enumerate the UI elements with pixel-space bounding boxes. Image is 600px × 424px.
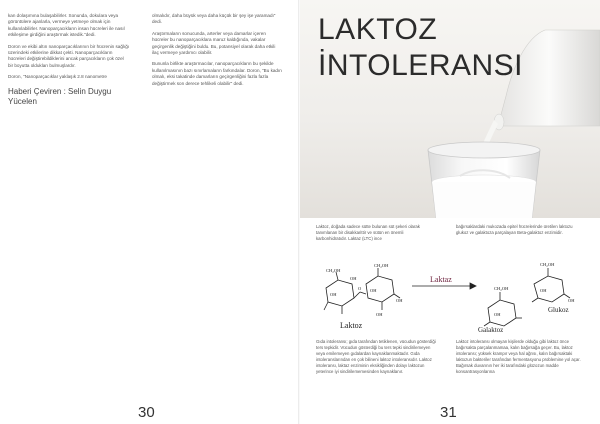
- translator-credit: Haberi Çeviren : Selin Duygu Yücelen: [8, 86, 112, 106]
- paragraph: kan dolaşımına bulaşabilirler. Sonunda, dokulara veya görüntülere ajanlarla, vermeye yetmeye olmak için kullanılabilirler. Nanoparçacıkların insan hücreleri ile nasıl etkileşime girdiğini araştırmak istedik."dedi.: [8, 13, 125, 38]
- glucose-ring: [534, 276, 564, 302]
- oh-label: OH: [494, 312, 501, 317]
- paragraph: Doron ve ekibi altın nanoparçacıklarının bir hücrenin sağlığı üzerindeki etkilerine dikkat çekti. Nanoparçacıkların hücreleri değiştirebildiklerini ancak parçacıkların çok özel bir boyutta oldukları bulmuşlardır.: [8, 43, 130, 68]
- lactose-reaction-diagram: [312, 258, 594, 333]
- article-title: [318, 12, 523, 84]
- lactose-label: Laktoz: [340, 321, 363, 330]
- oh-label: OH: [540, 288, 547, 293]
- galactose-ring: [488, 300, 516, 326]
- left-column-2: [152, 13, 282, 92]
- ch2oh-label: CH₂OH: [374, 263, 389, 268]
- oh-label: OH: [330, 292, 337, 297]
- intro-right: [456, 224, 586, 236]
- left-column-1: [8, 13, 130, 112]
- enzyme-label: Laktaz: [430, 275, 452, 284]
- paragraph: bağırsaklardaki mukozada epitel hücrelerinde üretilen laktozu glukoz ve galaktoza parçalayan Beta-galaktoz enzimidir.: [456, 224, 573, 235]
- title-line-2: İNTOLERANSI: [318, 49, 523, 82]
- paragraph: Laktoz intoleransı olmayan kişilerde olduğu gibi laktoz önce bağırsakta parçalanmamaa, kalın bağırsağa geçer. Bu, laktoz intoleransı; yüksek krampır veya hal ağrısı, kalın bağırsaktaki laktozun bakteriler tarafından fermentasyonu problemine yol açar. Bağırsak duvarının her iki tarafındaki glüzozun madde konsantrasyonlarına: [456, 339, 581, 374]
- ch2oh-label: CH₂OH: [540, 262, 555, 267]
- ch2oh-label: CH₂OH: [326, 268, 341, 273]
- glucose-label: Glukoz: [548, 306, 569, 314]
- milk-photo: [300, 0, 600, 218]
- oh-label: OH: [396, 298, 403, 303]
- paragraph: Gıda intoleransı; gıda tarafından tetiklenen, vücudun gösterdiği ters tepkidir. Vücudun gösterdiği bu ters tepki sindirilemeyen veya emilemeyen gıdalardan kaynaklanmaktadır. Gıda intoleranslarından en çok bilineni laktoz intoleransıdır. Laktoz intoleransı, laktaz enziminin eksikliğinden dolayı laktozun yeterince iyi sindirilememesinden kaynaklanır.: [316, 339, 436, 374]
- page-number-left: 30: [138, 404, 155, 421]
- intro-left: [316, 224, 434, 242]
- title-line-1: LAKTOZ: [318, 13, 438, 46]
- ch2oh-label: CH₂OH: [494, 286, 509, 291]
- paragraph: Laktoz, doğada sadece sütte bulunan süt şekeri olarak tanımlanan bir disakkarittir ve sütün en önemli karbonhidratıdır. Laktaz (LTC) ince: [316, 224, 420, 241]
- paragraph: olmalıdır, daha büyük veya daha küçük bir şey işe yaramadı" dedi.: [152, 13, 276, 25]
- oh-label: OH: [568, 298, 575, 303]
- page-number-right: 31: [440, 404, 457, 421]
- paragraph: Araştırmaların sonucunda, arterler veya damarlar içeren hücreler bu nanoparçacıklara maruz kaldığında, vakalar geçirgenlik değiştiğini buldu. Bu, potansiyel olarak daha etkili ilaç vermeye yardımcı olabilir.: [152, 30, 276, 56]
- paragraph: Bununla birlikte araştırmacılar, nanoparçacıkların bu şekilde kullanılmasının bazı sınırlamaların farkındalar. Doron, "Bu kadın olmalı, eksi takatinde damarların geçirgenliğini fazla fazla değiştirmek son derece tehlikeli olabilir" dedi.: [152, 61, 282, 86]
- paragraph: Doron, "Nanoparçacıklar yaklaşık 2.8 nanometre: [8, 74, 107, 80]
- oh-label: OH: [376, 312, 383, 317]
- body-right: [456, 339, 588, 375]
- body-left: [316, 339, 438, 375]
- galactose-label: Galaktoz: [478, 326, 504, 333]
- oh-label: OH: [370, 288, 377, 293]
- o-label: O: [358, 286, 362, 291]
- right-page: [300, 0, 600, 424]
- oh-label: OH: [350, 276, 357, 281]
